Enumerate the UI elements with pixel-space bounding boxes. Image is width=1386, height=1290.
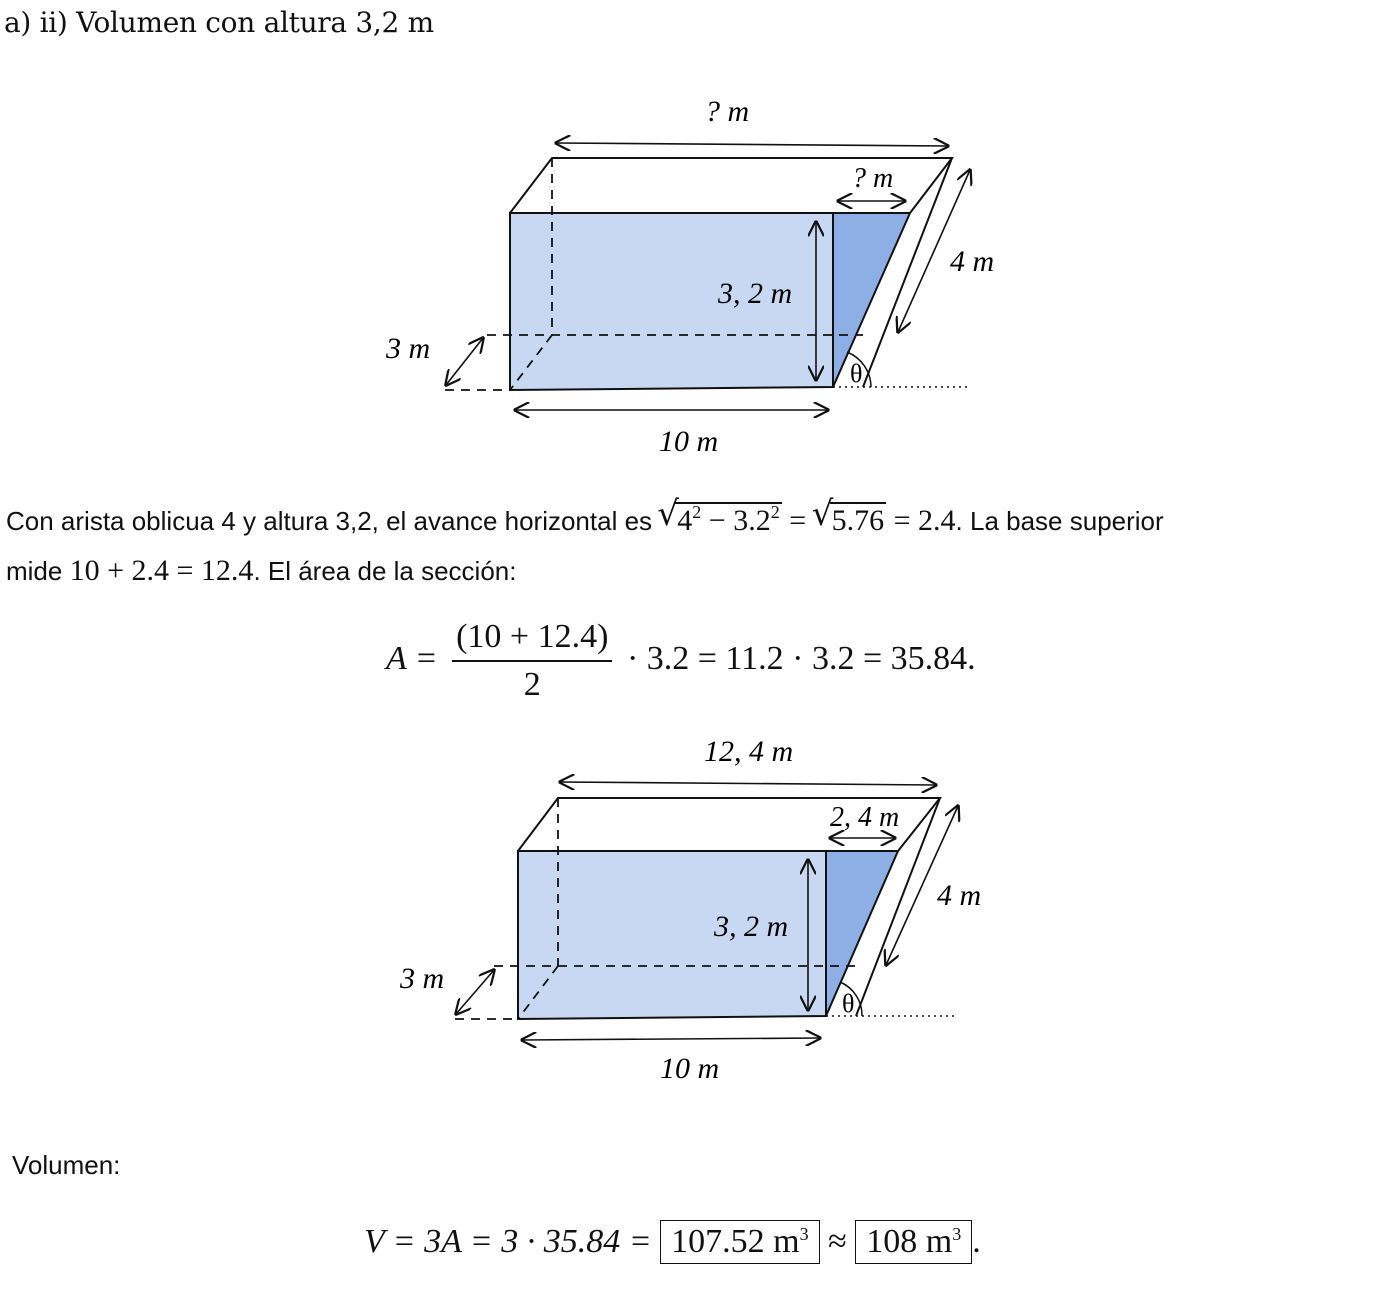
fraction-numerator: (10 + 12.4): [452, 618, 612, 662]
label-angle: θ: [842, 989, 855, 1018]
para-line2-suffix: . El área de la sección:: [253, 556, 517, 586]
volume-lhs: V = 3A = 3 · 35.84 =: [364, 1223, 652, 1260]
area-rhs: · 3.2 = 11.2 · 3.2 = 35.84.: [626, 639, 976, 677]
rounded-value: 108 m: [866, 1223, 953, 1260]
section-heading: a) ii) Volumen con altura 3,2 m: [4, 6, 434, 39]
boxed-rounded-result: [855, 1220, 972, 1264]
label-slant: 4 m: [950, 245, 995, 278]
slant-triangle: [833, 213, 910, 387]
exponent: 3: [952, 1224, 962, 1244]
label-depth: 3 m: [400, 962, 445, 995]
label-base: 10 m: [659, 425, 719, 458]
label-height: 3, 2 m: [714, 910, 789, 943]
math-top-base: 10 + 2.4 = 12.4: [69, 554, 254, 587]
volume-label: Volumen:: [12, 1150, 121, 1180]
exact-value: 107.52 m: [671, 1223, 800, 1260]
label-angle: θ: [850, 359, 863, 388]
label-offset: 2, 4 m: [830, 802, 900, 833]
para-line1-suffix: . La base superior: [955, 506, 1164, 536]
label-top: 12, 4 m: [704, 735, 794, 768]
fraction-denominator: 2: [523, 666, 541, 703]
end-period: .: [972, 1223, 981, 1260]
math-sqrt-expression: √ $4^2 - 3.2^2$ = √ 5.76 = 2.4: [659, 504, 955, 537]
label-height: 3, 2 m: [718, 277, 793, 310]
area-fraction: [452, 618, 612, 704]
label-base: 10 m: [660, 1052, 720, 1085]
prism-diagram-2: [390, 730, 990, 1090]
para-line1-prefix: Con arista oblicua 4 y altura 3,2, el avance horizontal es: [6, 506, 653, 536]
boxed-exact-result: [660, 1220, 819, 1264]
label-depth: 3 m: [386, 332, 431, 365]
approx-sign: ≈: [828, 1223, 847, 1260]
area-equation: [386, 618, 976, 704]
volume-equation: [364, 1220, 981, 1264]
label-offset: ? m: [852, 163, 894, 194]
label-slant: 4 m: [937, 879, 982, 912]
exponent: 3: [799, 1224, 809, 1244]
area-lhs: A =: [386, 639, 438, 677]
prism-diagram-1: [380, 90, 1000, 470]
explanation-paragraph: [6, 496, 1384, 596]
label-top: ? m: [705, 95, 750, 128]
para-line2-prefix: mide: [6, 556, 63, 586]
